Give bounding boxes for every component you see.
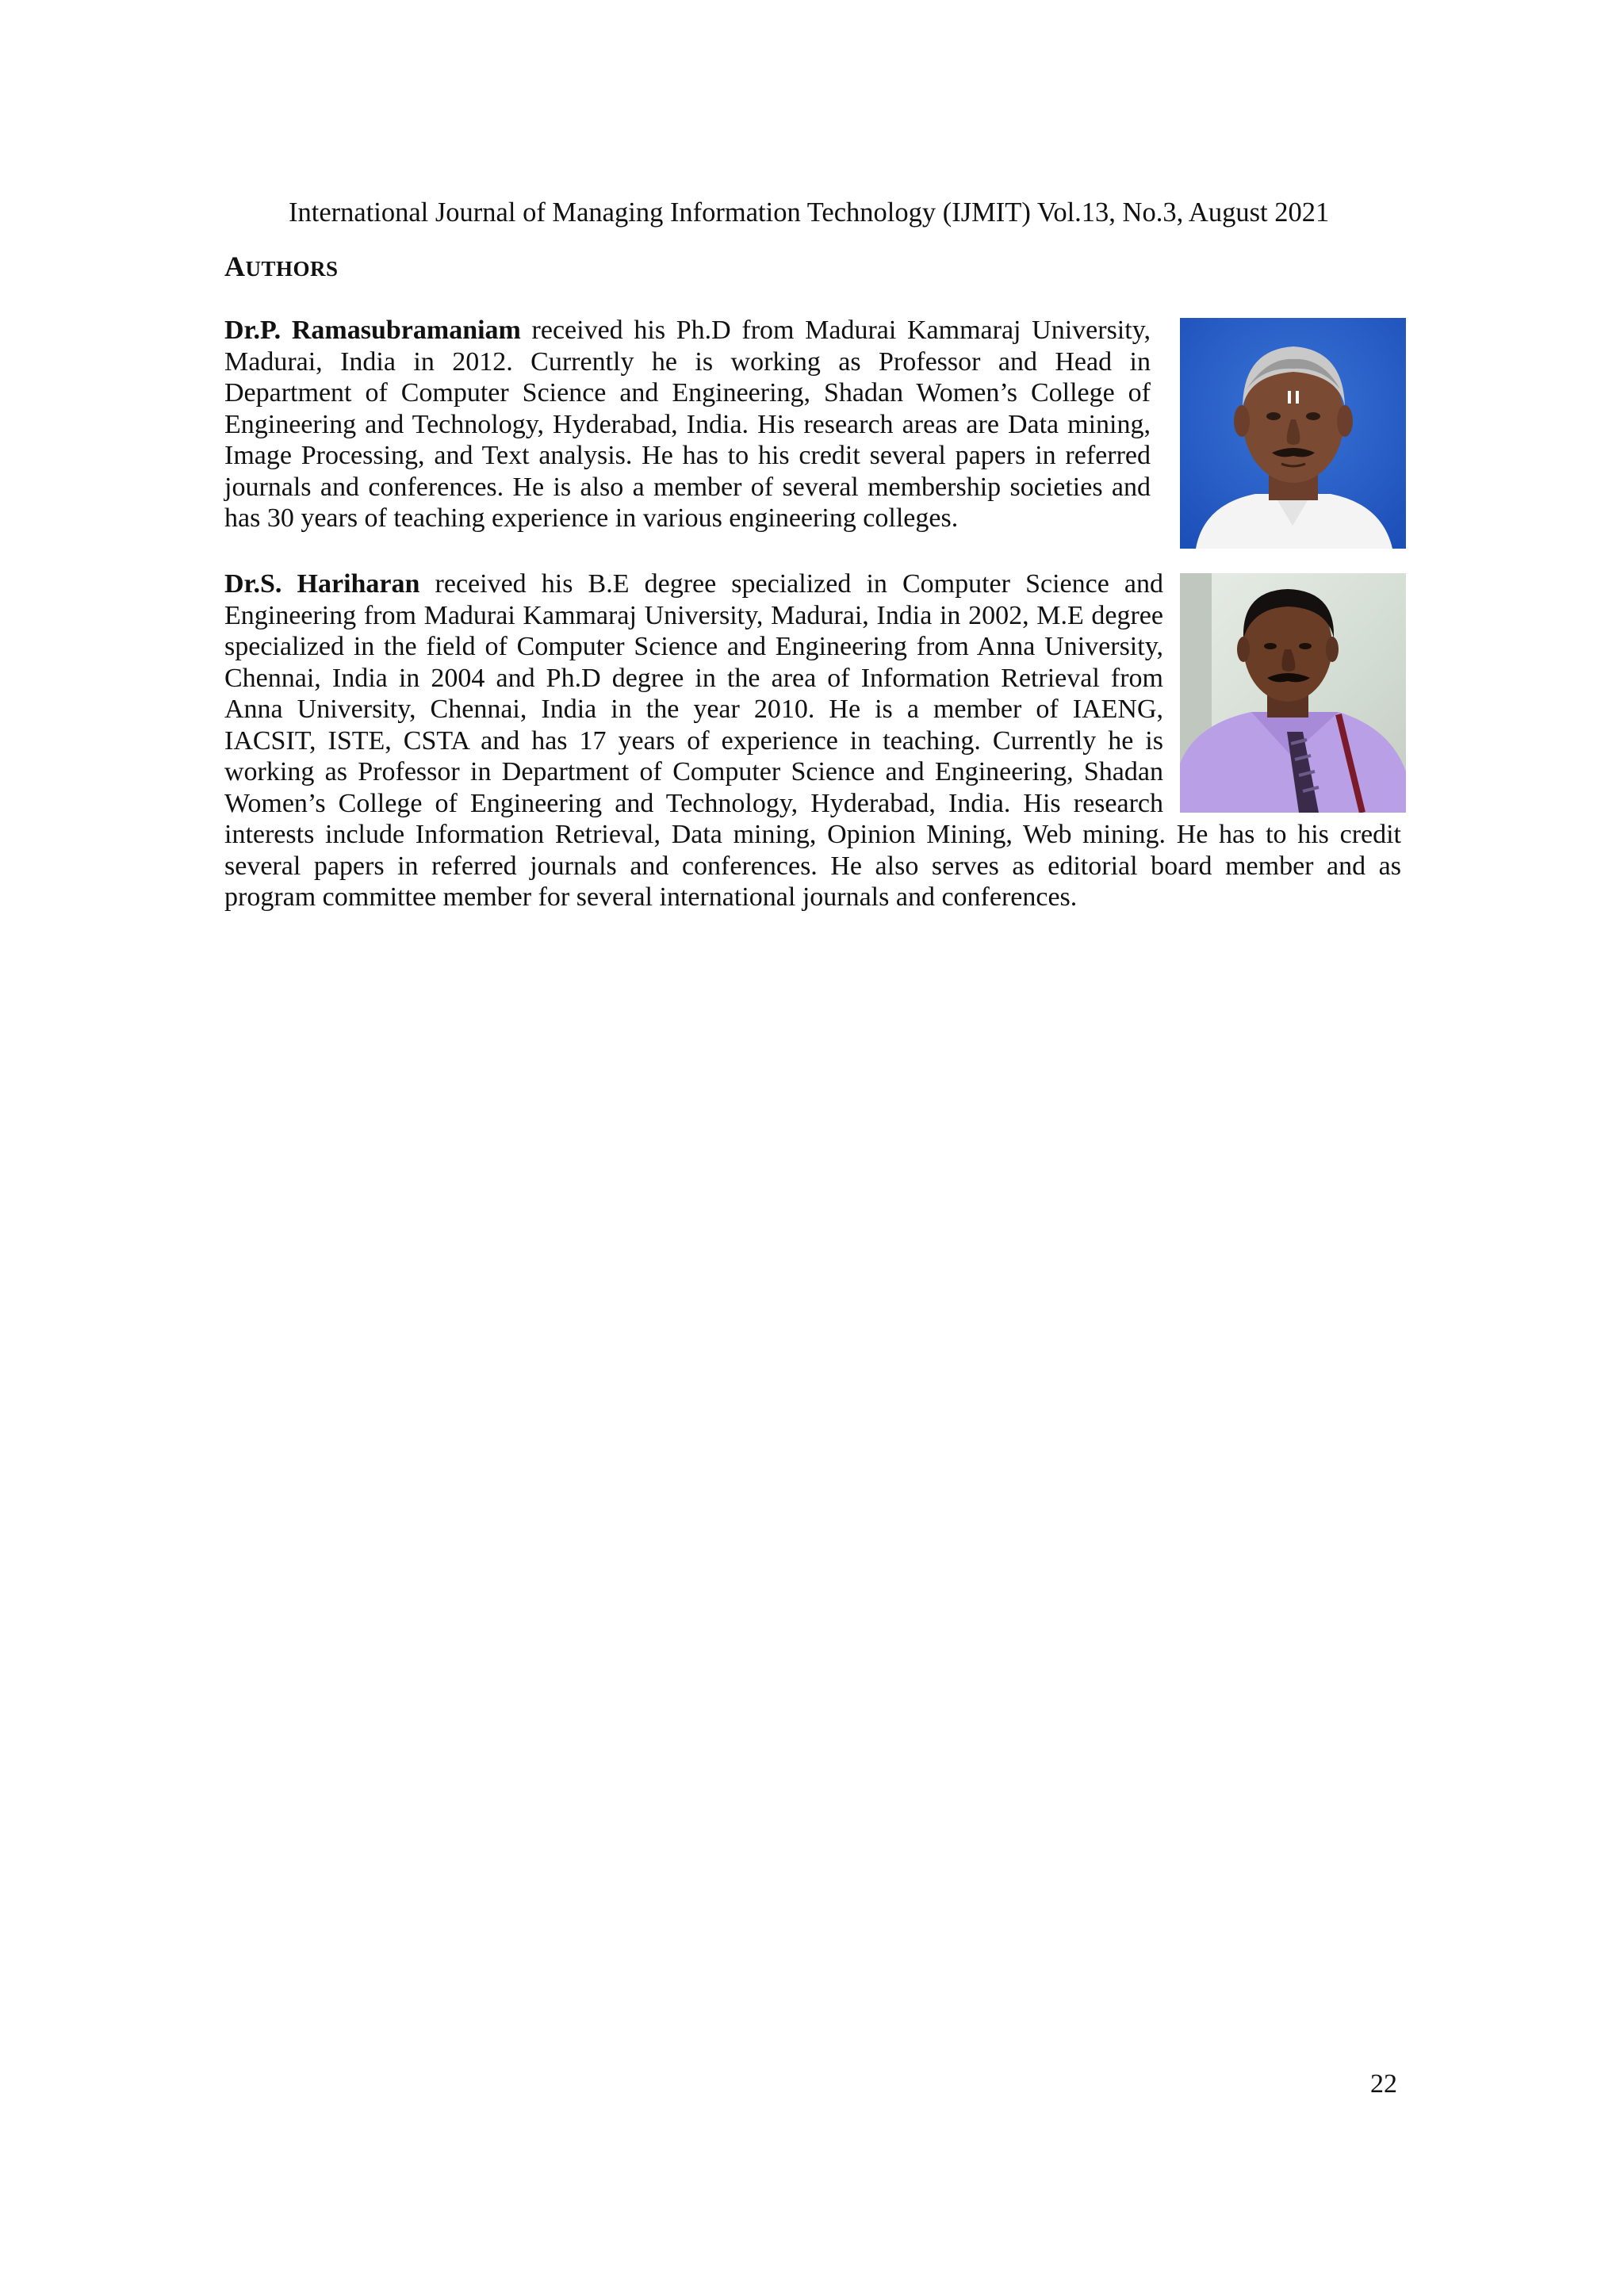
author-bio-text-ramasubramaniam: received his Ph.D from Madurai Kammaraj University, Madurai, India in 2012. Currently he is working as Professor and Head in Department of Computer Science and Engineering, Shadan Women’s College of Engineering and Technology, Hyderabad, India. His research areas are Data mining, Image Processing, and Text analysis. He has to his credit several papers in referred journals and conferences. He is also a member of several membership societies and has 30 years of teaching experience in various engineering colleges. (224, 316, 1151, 533)
section-title-authors (224, 248, 339, 287)
author-bio-ramasubramaniam (224, 315, 1151, 534)
author-name-ramasubramaniam: Dr.P. Ramasubramaniam (224, 316, 521, 345)
author-photo-hariharan (1180, 573, 1406, 813)
running-header (289, 194, 1335, 231)
section-title-initial: A (224, 251, 246, 282)
author-photo-ramasubramaniam (1180, 318, 1406, 549)
page-number: 22 (1370, 2069, 1397, 2099)
section-title-smallcaps: UTHORS (245, 257, 339, 281)
author-bio-text-hariharan: received his B.E degree specialized in Computer Science and Engineering from Madurai Kammaraj University, Madurai, India in 2002, M.E degree specialized in the field of Computer Science and Engineering from Anna University, Chennai, India in 2004 and Ph.D degree in the area of Information Retrieval from Anna University, Chennai, India in the year 2010. He is a member of IAENG, IACSIT, ISTE, CSTA and has 17 years of experience in teaching. Currently he is working as Professor in Department of Computer Science and Engineering, Shadan Women’s College of Engineering and Technology, Hyderabad, India. His research interests include Information Retrieval, Data mining, Opinion Mining, Web mining. He has to his credit several papers in referred journals and conferences. He also serves as editorial board member and as program committee member for several international journals and conferences. (224, 569, 1401, 912)
journal-header-text: International Journal of Managing Information Technology (IJMIT) Vol.13, No.3, August 2021 (289, 197, 1330, 228)
author-name-hariharan: Dr.S. Hariharan (224, 569, 420, 599)
